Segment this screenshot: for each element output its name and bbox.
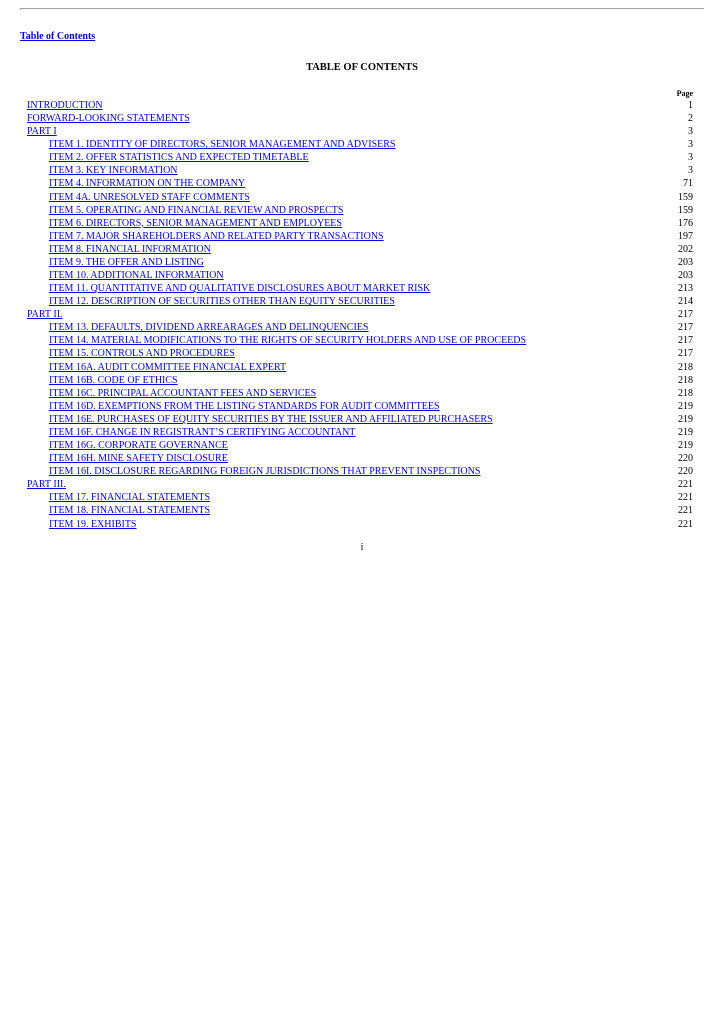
toc-page-number: 217 [678, 309, 693, 321]
toc-page-number: 219 [678, 426, 693, 438]
toc-page-number: 3 [688, 152, 693, 164]
toc-row [0, 465, 724, 478]
toc-page-number: 221 [678, 505, 693, 517]
toc-row [0, 452, 724, 465]
toc-page-number: 219 [678, 440, 693, 452]
toc-row [0, 426, 724, 439]
toc-row [0, 308, 724, 321]
toc-page-number: 213 [678, 283, 693, 295]
toc-page-number: 202 [678, 243, 693, 255]
page-number-footer: i [360, 542, 364, 553]
toc-row [0, 138, 724, 151]
toc-row [0, 282, 724, 295]
toc-item-link[interactable]: ITEM 17. FINANCIAL STATEMENTS [49, 492, 211, 504]
toc-page-number: 221 [678, 518, 693, 530]
toc-row [0, 217, 724, 230]
toc-page-number: 3 [688, 139, 693, 151]
toc-row [0, 504, 724, 517]
toc-item-link[interactable]: ITEM 16E. PURCHASES OF EQUITY SECURITIES BY THE ISSUER AND AFFILIATED PURCHASERS [49, 413, 493, 425]
toc-row [0, 361, 724, 374]
toc-item-link[interactable]: ITEM 16H. MINE SAFETY DISCLOSURE [49, 453, 228, 465]
toc-item-link[interactable]: ITEM 16F. CHANGE IN REGISTRANT’S CERTIFYING ACCOUNTANT [49, 426, 356, 438]
toc-section-link[interactable]: INTRODUCTION [27, 100, 103, 111]
toc-page-number: 217 [678, 335, 693, 347]
page-column-header: Page [676, 89, 693, 98]
toc-row [0, 191, 724, 204]
toc-page-number: 217 [678, 322, 693, 334]
toc-row [0, 439, 724, 452]
toc-page-number: 3 [688, 165, 693, 177]
toc-page-number: 217 [678, 348, 693, 360]
toc-item-link[interactable]: ITEM 15. CONTROLS AND PROCEDURES [49, 348, 235, 360]
toc-page-number: 219 [678, 413, 693, 425]
toc-item-link[interactable]: ITEM 1. IDENTITY OF DIRECTORS, SENIOR MANAGEMENT AND ADVISERS [49, 139, 396, 151]
toc-row [0, 204, 724, 217]
toc-row [0, 321, 724, 334]
toc-row [0, 295, 724, 308]
toc-page-number: 159 [678, 204, 693, 216]
toc-item-link[interactable]: ITEM 14. MATERIAL MODIFICATIONS TO THE RIGHTS OF SECURITY HOLDERS AND USE OF PROCEEDS [49, 335, 527, 347]
toc-page-number: 1 [688, 100, 693, 111]
table-of-contents-link[interactable]: Table of Contents [20, 31, 96, 42]
toc-row [0, 112, 724, 125]
toc-row [0, 400, 724, 413]
toc-page-number: 203 [678, 256, 693, 268]
page-title: TABLE OF CONTENTS [305, 62, 419, 73]
toc-item-link[interactable]: ITEM 11. QUANTITATIVE AND QUALITATIVE DISCLOSURES ABOUT MARKET RISK [49, 283, 431, 295]
toc-item-link[interactable]: ITEM 13. DEFAULTS, DIVIDEND ARREARAGES AND DELINQUENCIES [49, 322, 369, 334]
toc-row [0, 413, 724, 426]
toc-page-number: 159 [678, 191, 693, 203]
toc-row [0, 177, 724, 190]
toc-item-link[interactable]: ITEM 3. KEY INFORMATION [49, 165, 178, 177]
toc-item-link[interactable]: ITEM 5. OPERATING AND FINANCIAL REVIEW AND PROSPECTS [49, 204, 344, 216]
toc-item-link[interactable]: ITEM 19. EXHIBITS [49, 518, 137, 530]
toc-item-link[interactable]: ITEM 4A. UNRESOLVED STAFF COMMENTS [49, 191, 250, 203]
toc-item-link[interactable]: ITEM 4. INFORMATION ON THE COMPANY [49, 178, 246, 190]
toc-row [0, 164, 724, 177]
toc-row [0, 478, 724, 491]
toc-section-link[interactable]: PART II. [27, 309, 63, 321]
toc-row [0, 269, 724, 282]
toc-page-number: 197 [678, 230, 693, 242]
toc-row [0, 491, 724, 504]
toc-item-link[interactable]: ITEM 8. FINANCIAL INFORMATION [49, 243, 211, 255]
toc-item-link[interactable]: ITEM 16A. AUDIT COMMITTEE FINANCIAL EXPERT [49, 361, 287, 373]
toc-row [0, 518, 724, 531]
toc-row [0, 151, 724, 164]
toc-row [0, 230, 724, 243]
toc-section-link[interactable]: FORWARD-LOOKING STATEMENTS [27, 113, 190, 125]
toc-page-number: 218 [678, 361, 693, 373]
toc-row [0, 387, 724, 400]
toc-page-number: 220 [678, 453, 693, 465]
toc-page-number: 71 [683, 178, 693, 190]
toc-item-link[interactable]: ITEM 16I. DISCLOSURE REGARDING FOREIGN JURISDICTIONS THAT PREVENT INSPECTIONS [49, 466, 481, 478]
toc-section-link[interactable]: PART III. [27, 479, 66, 491]
toc-item-link[interactable]: ITEM 2. OFFER STATISTICS AND EXPECTED TIMETABLE [49, 152, 309, 164]
toc-item-link[interactable]: ITEM 6. DIRECTORS, SENIOR MANAGEMENT AND EMPLOYEES [49, 217, 342, 229]
toc-item-link[interactable]: ITEM 16B. CODE OF ETHICS [49, 374, 178, 386]
toc-page-number: 3 [688, 126, 693, 138]
toc-item-link[interactable]: ITEM 7. MAJOR SHAREHOLDERS AND RELATED PARTY TRANSACTIONS [49, 230, 384, 242]
toc-page-number: 219 [678, 400, 693, 412]
toc-page-number: 214 [678, 296, 693, 308]
toc-page-number: 221 [678, 479, 693, 491]
toc-page-number: 218 [678, 374, 693, 386]
top-horizontal-rule [20, 8, 704, 10]
toc-page-number: 2 [688, 113, 693, 125]
toc-item-link[interactable]: ITEM 18. FINANCIAL STATEMENTS [49, 505, 211, 517]
toc-item-link[interactable]: ITEM 10. ADDITIONAL INFORMATION [49, 270, 224, 282]
toc-item-link[interactable]: ITEM 12. DESCRIPTION OF SECURITIES OTHER THAN EQUITY SECURITIES [49, 296, 395, 308]
toc-list [0, 99, 724, 531]
toc-row [0, 374, 724, 387]
toc-page-number: 218 [678, 387, 693, 399]
toc-row [0, 334, 724, 347]
toc-row [0, 125, 724, 138]
toc-row [0, 347, 724, 360]
toc-row [0, 99, 724, 112]
toc-row [0, 243, 724, 256]
toc-item-link[interactable]: ITEM 16G. CORPORATE GOVERNANCE [49, 440, 228, 452]
toc-item-link[interactable]: ITEM 16D. EXEMPTIONS FROM THE LISTING STANDARDS FOR AUDIT COMMITTEES [49, 400, 440, 412]
toc-page-number: 220 [678, 466, 693, 478]
toc-item-link[interactable]: ITEM 9. THE OFFER AND LISTING [49, 256, 204, 268]
toc-item-link[interactable]: ITEM 16C. PRINCIPAL ACCOUNTANT FEES AND SERVICES [49, 387, 317, 399]
toc-section-link[interactable]: PART I [27, 126, 57, 138]
toc-page-number: 221 [678, 492, 693, 504]
toc-page-number: 203 [678, 270, 693, 282]
toc-page-number: 176 [678, 217, 693, 229]
toc-row [0, 256, 724, 269]
